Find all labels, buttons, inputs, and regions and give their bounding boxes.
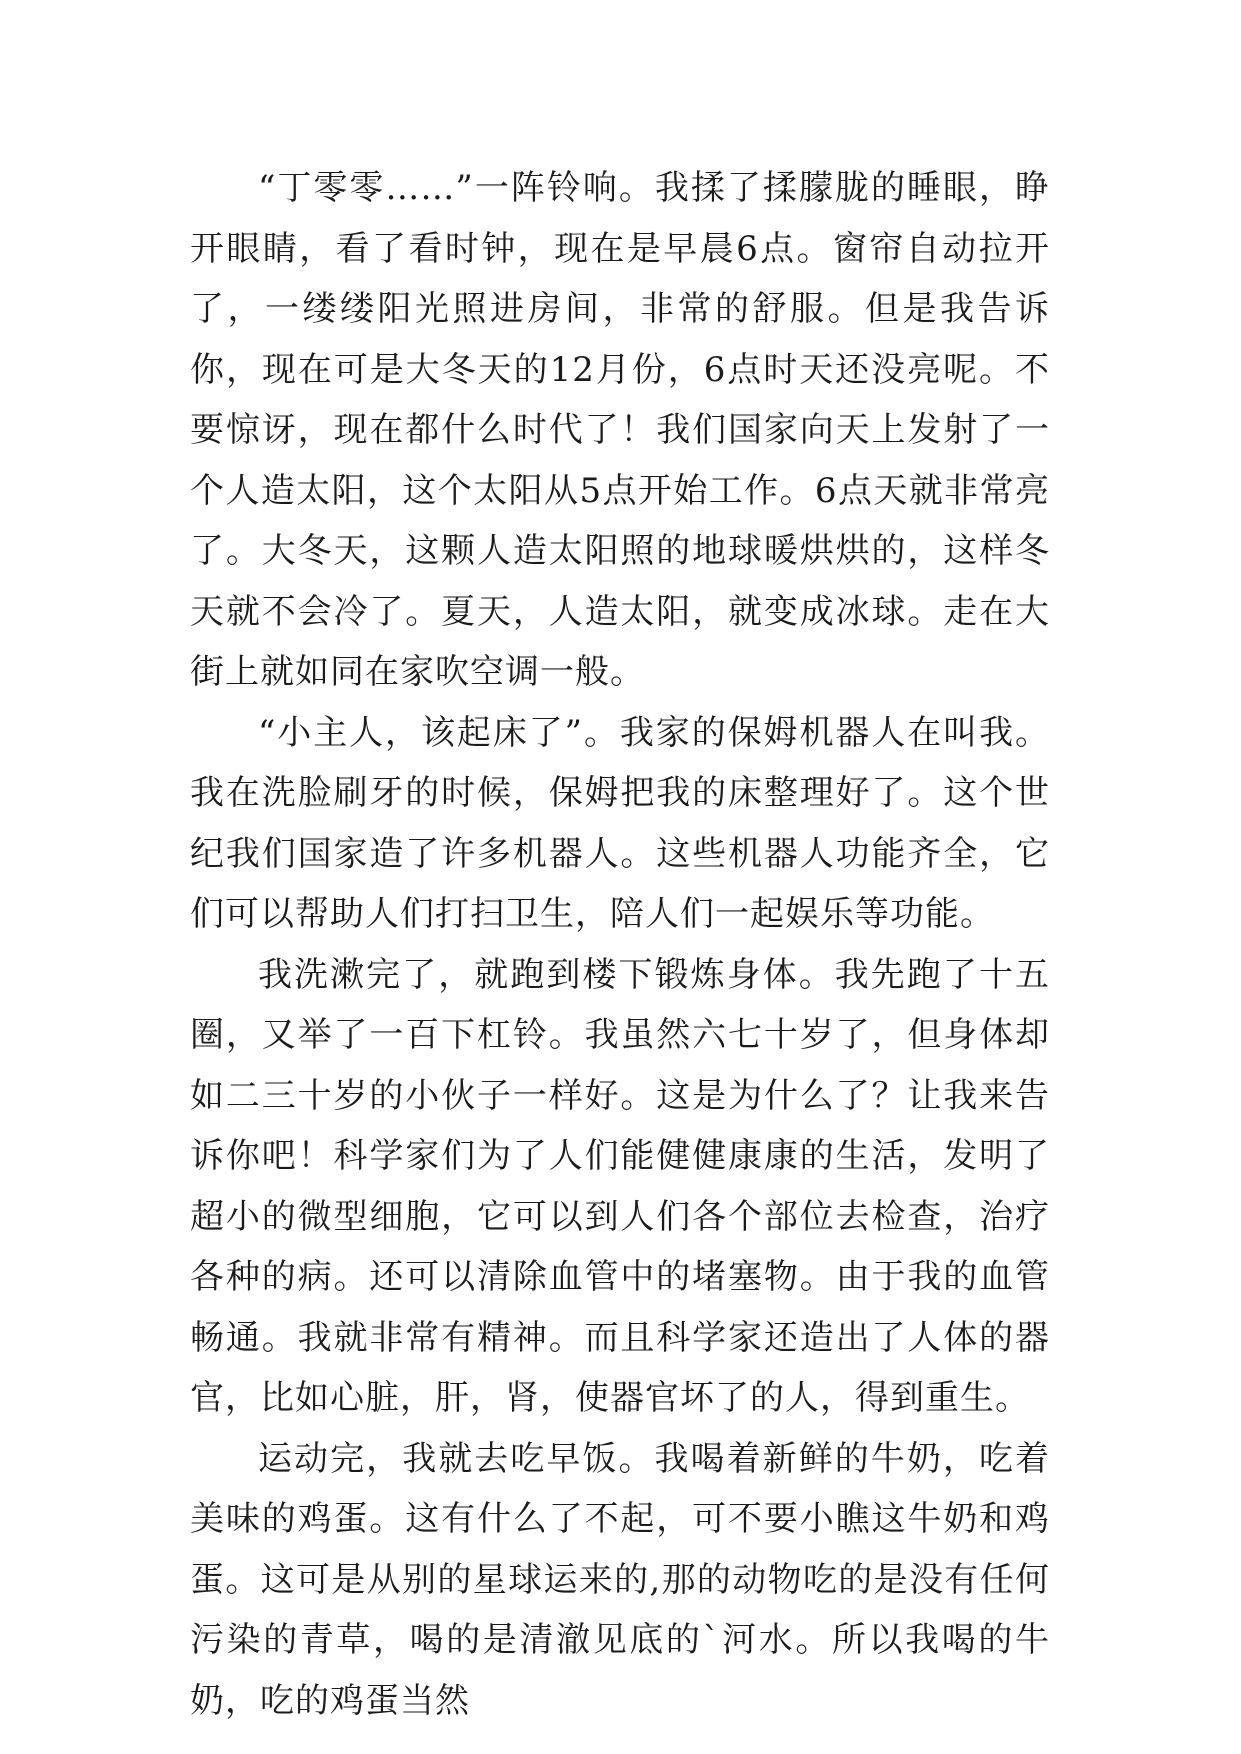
paragraph-4: 运动完，我就去吃早饭。我喝着新鲜的牛奶，吃着美味的鸡蛋。这有什么了不起，可不要小瞧这牛奶和鸡蛋。这可是从别的星球运来的,那的动物吃的是没有任何污染的青草，喝的是清澈见底的`河水。所以我喝的牛奶，吃的鸡蛋当然 bbox=[190, 1438, 1050, 1721]
paragraph-2: “小主人，该起床了”。我家的保姆机器人在叫我。我在洗脸刷牙的时候，保姆把我的床整理好了。这个世纪我们国家造了许多机器人。这些机器人功能齐全，它们可以帮助人们打扫卫生，陪人们一起娱乐等功能。 bbox=[190, 712, 1050, 934]
document-body bbox=[190, 158, 1050, 1731]
paragraph-3: 我洗漱完了，就跑到楼下锻炼身体。我先跑了十五圈，又举了一百下杠铃。我虽然六七十岁了，但身体却如二三十岁的小伙子一样好。这是为什么了？让我来告诉你吧！科学家们为了人们能健健康康的生活，发明了超小的微型细胞，它可以到人们各个部位去检查，治疗各种的病。还可以清除血管中的堵塞物。由于我的血管畅通。我就非常有精神。而且科学家还造出了人体的器官，比如心脏，肝，肾，使器官坏了的人，得到重生。 bbox=[190, 954, 1050, 1418]
paragraph-1: “丁零零……”一阵铃响。我揉了揉朦胧的睡眼，睁开眼睛，看了看时钟，现在是早晨6点。窗帘自动拉开了，一缕缕阳光照进房间，非常的舒服。但是我告诉你，现在可是大冬天的12月份，6点时天还没亮呢。不要惊讶，现在都什么时代了！我们国家向天上发射了一个人造太阳，这个太阳从5点开始工作。6点天就非常亮了。大冬天，这颗人造太阳照的地球暖烘烘的，这样冬天就不会冷了。夏天，人造太阳，就变成冰球。走在大街上就如同在家吹空调一般。 bbox=[190, 168, 1050, 692]
